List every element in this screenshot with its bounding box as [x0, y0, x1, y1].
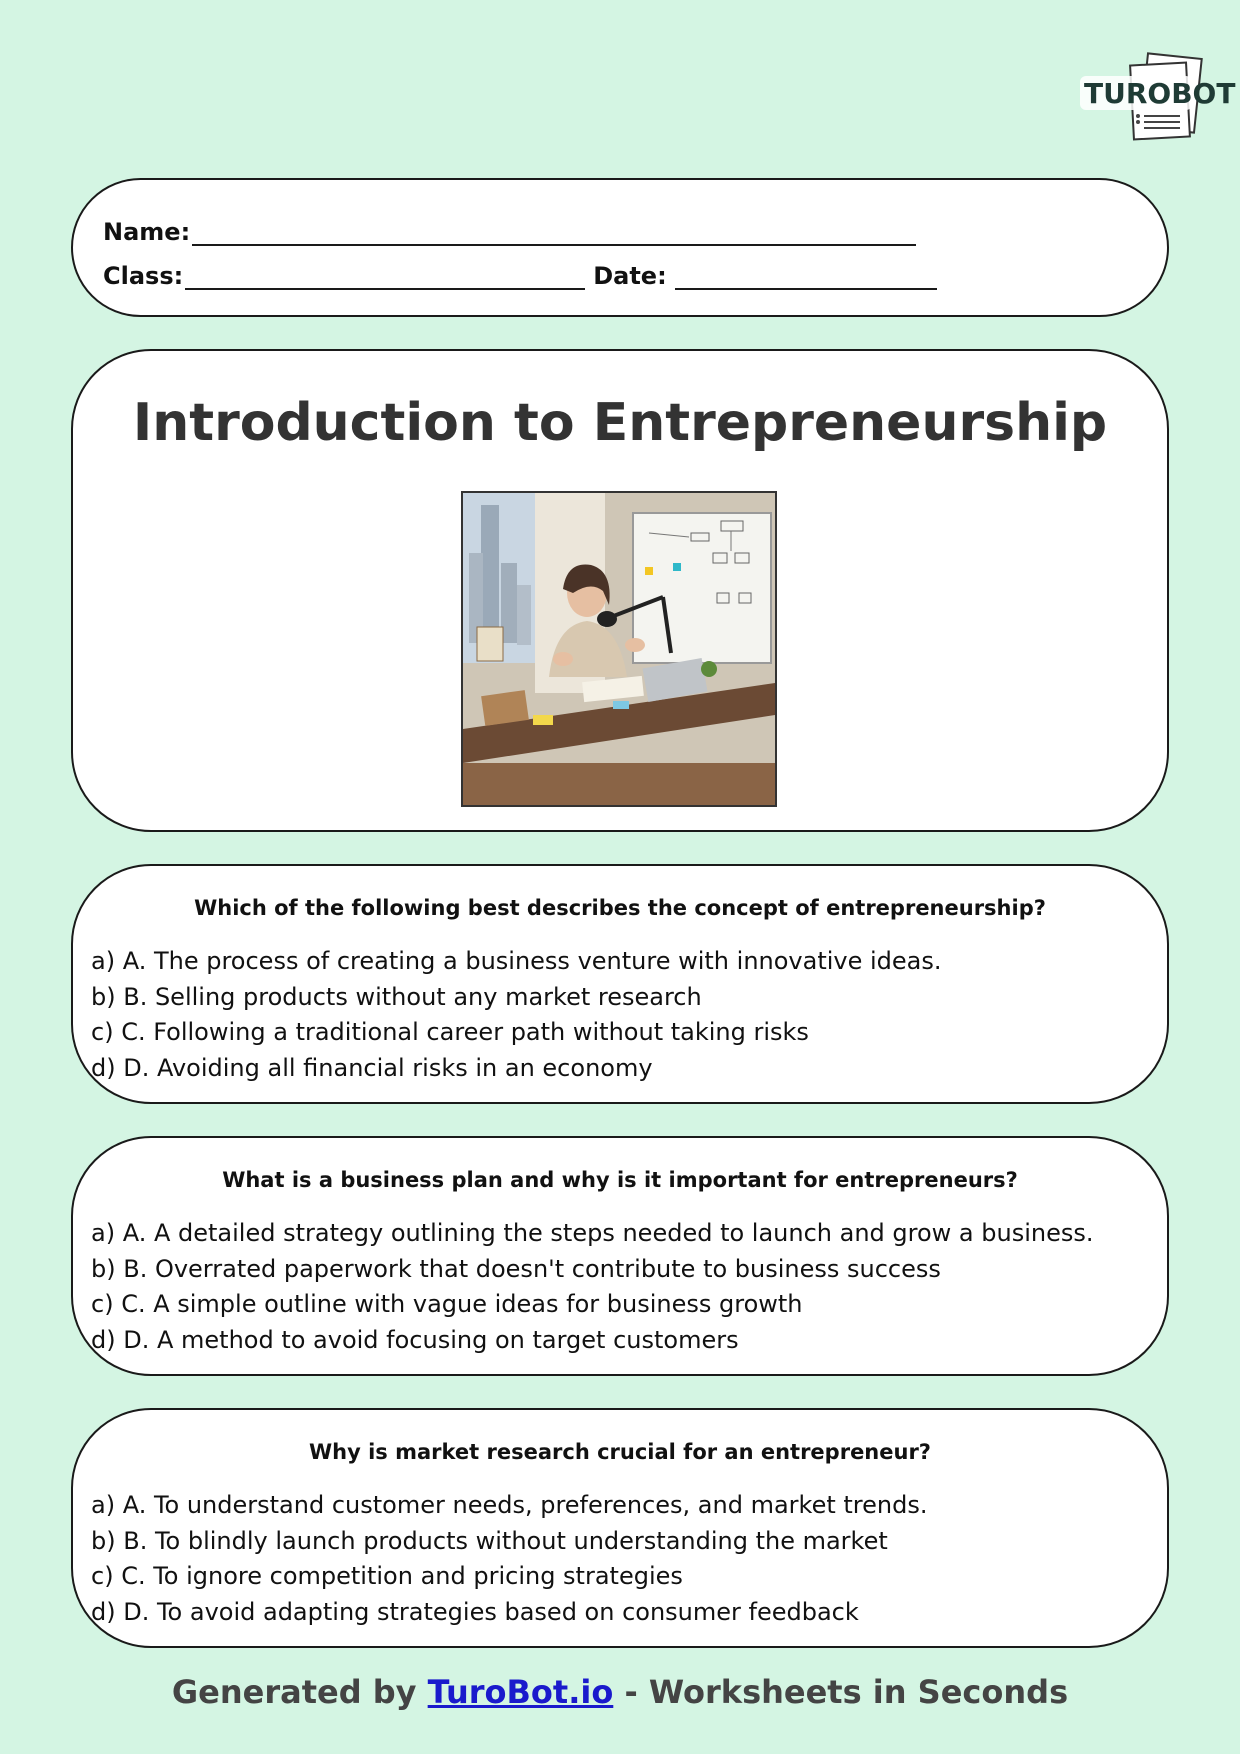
option-c[interactable]: c) C. To ignore competition and pricing strategies — [91, 1562, 683, 1590]
footer-suffix: - Worksheets in Seconds — [613, 1673, 1069, 1711]
option-d[interactable]: d) D. Avoiding all financial risks in an economy — [91, 1053, 653, 1082]
class-date-row — [103, 262, 937, 290]
options-list — [91, 944, 942, 1086]
logo-text: TUROBOT — [1084, 77, 1236, 110]
question-card-1 — [71, 864, 1169, 1104]
option-c[interactable]: c) C. A simple outline with vague ideas for business growth — [91, 1290, 803, 1318]
date-field[interactable] — [675, 264, 937, 290]
option-a[interactable]: a) A. The process of creating a business venture with innovative ideas. — [91, 947, 942, 975]
class-field[interactable] — [185, 264, 585, 290]
entrepreneur-illustration — [461, 491, 777, 807]
class-label: Class: — [103, 262, 184, 290]
turobot-link[interactable]: TuroBot.io — [427, 1673, 614, 1711]
question-card-2 — [71, 1136, 1169, 1376]
question-text: Which of the following best describes the concept of entrepreneurship? — [194, 896, 1046, 920]
question-card-3 — [71, 1408, 1169, 1648]
options-list — [91, 1216, 1094, 1358]
name-label: Name: — [103, 218, 191, 246]
option-d[interactable]: d) D. To avoid adapting strategies based on consumer feedback — [91, 1597, 859, 1626]
student-info-panel — [71, 178, 1169, 317]
options-list — [91, 1488, 927, 1630]
question-text: What is a business plan and why is it important for entrepreneurs? — [222, 1168, 1018, 1192]
worksheet-title: Introduction to Entrepreneurship — [132, 393, 1108, 453]
option-b[interactable]: b) B. Selling products without any market research — [91, 982, 702, 1011]
question-text: Why is market research crucial for an entrepreneur? — [309, 1440, 931, 1464]
option-d[interactable]: d) D. A method to avoid focusing on target customers — [91, 1325, 739, 1354]
footer — [0, 1672, 1240, 1712]
footer-prefix: Generated by — [171, 1673, 428, 1711]
option-b[interactable]: b) B. Overrated paperwork that doesn't contribute to business success — [91, 1254, 941, 1283]
option-a[interactable]: a) A. A detailed strategy outlining the steps needed to launch and grow a business. — [91, 1219, 1094, 1247]
name-field[interactable] — [192, 220, 916, 246]
title-panel — [71, 349, 1169, 832]
option-c[interactable]: c) C. Following a traditional career path without taking risks — [91, 1018, 809, 1046]
name-row — [103, 218, 916, 246]
date-label: Date: — [593, 262, 667, 290]
turobot-logo — [1080, 54, 1236, 140]
option-b[interactable]: b) B. To blindly launch products without understanding the market — [91, 1526, 888, 1555]
option-a[interactable]: a) A. To understand customer needs, preferences, and market trends. — [91, 1491, 928, 1519]
